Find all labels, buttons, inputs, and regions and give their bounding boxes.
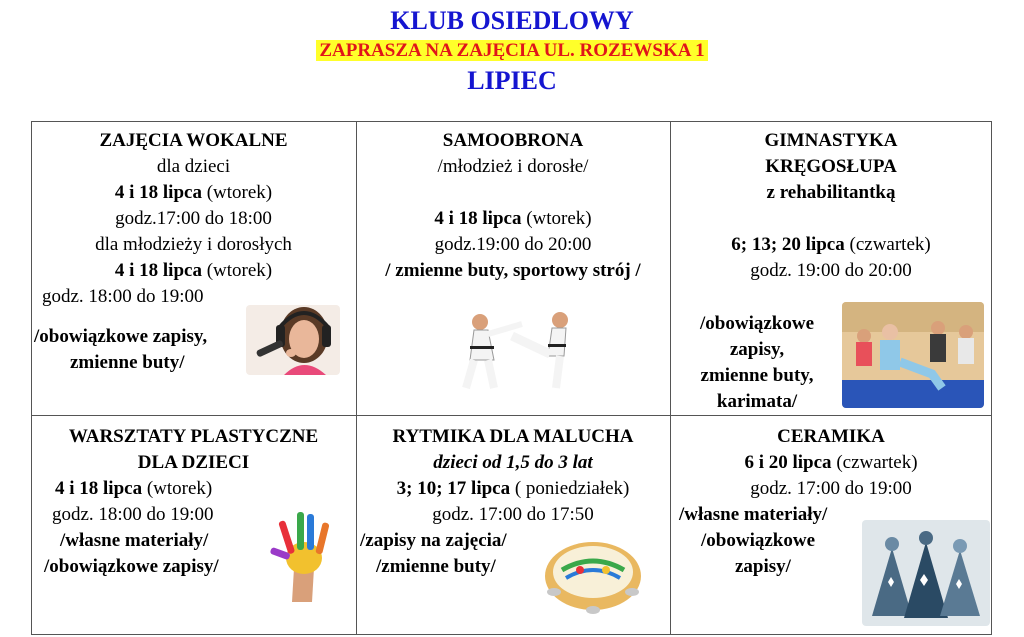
ceramics-title: CERAMIKA xyxy=(777,426,885,447)
art-note-1: /własne materiały/ xyxy=(60,530,209,551)
ceramics-photo xyxy=(862,520,990,626)
karate-photo xyxy=(452,300,582,392)
vocal-date-kids xyxy=(32,180,355,206)
subtitle-text: ZAPRASZA NA ZAJĘCIA UL. ROZEWSKA 1 xyxy=(316,40,707,61)
month-title: LIPIEC xyxy=(467,66,557,95)
art-day: (wtorek) xyxy=(142,478,213,499)
spine-note-4: karimata/ xyxy=(716,391,798,412)
row-divider xyxy=(32,415,991,416)
selfdefense-title: SAMOOBRONA xyxy=(442,130,584,151)
art-note-2: /obowiązkowe zapisy/ xyxy=(44,556,219,577)
vocal-title: ZAJĘCIA WOKALNE xyxy=(99,130,288,151)
art-date-bold: 4 i 18 lipca xyxy=(55,478,143,499)
selfdefense-note: / zmienne buty, sportowy strój / xyxy=(385,260,641,281)
singer-photo xyxy=(246,305,340,375)
selfdefense-date-bold: 4 i 18 lipca xyxy=(434,208,522,229)
vocal-date-adults-bold: 4 i 18 lipca xyxy=(114,260,202,281)
ceramics-date-bold: 6 i 20 lipca xyxy=(744,452,832,473)
rhythm-date-bold: 3; 10; 17 lipca xyxy=(396,478,511,499)
spine-note-1: /obowiązkowe xyxy=(700,313,814,334)
vocal-date-adults xyxy=(32,258,355,284)
rhythm-note-2: /zmienne buty/ xyxy=(376,556,496,577)
rhythm-date xyxy=(356,476,670,502)
art-date xyxy=(32,476,355,502)
gymnastics-photo xyxy=(842,302,984,408)
page-title: KLUB OSIEDLOWY xyxy=(390,6,634,35)
spine-notes xyxy=(672,311,842,415)
page-subtitle xyxy=(0,40,1024,63)
spine-time: godz. 19:00 do 20:00 xyxy=(750,260,912,281)
rhythm-note-1: /zapisy na zajęcia/ xyxy=(360,530,507,551)
vocal-audience-adults: dla młodzieży i dorosłych xyxy=(95,234,292,255)
spine-date-bold: 6; 13; 20 lipca xyxy=(731,234,845,255)
spine-title-2: KRĘGOSŁUPA xyxy=(765,156,897,177)
art-title-2: DLA DZIECI xyxy=(137,452,250,473)
painted-hand-photo xyxy=(266,506,340,604)
rhythm-audience: dzieci od 1,5 do 3 lat xyxy=(433,452,593,473)
spine-subtitle: z rehabilitantką xyxy=(766,182,896,203)
cell-self-defense xyxy=(356,128,670,284)
vocal-date-kids-bold: 4 i 18 lipca xyxy=(114,182,202,203)
ceramics-note-1: /własne materiały/ xyxy=(679,504,828,525)
selfdefense-audience: /młodzież i dorosłe/ xyxy=(437,156,589,177)
vocal-time-adults: godz. 18:00 do 19:00 xyxy=(42,286,204,307)
spine-title-1: GIMNASTYKA xyxy=(764,130,898,151)
spine-date xyxy=(671,232,991,258)
ceramics-time: godz. 17:00 do 19:00 xyxy=(750,478,912,499)
ceramics-date xyxy=(671,450,991,476)
spine-day: (czwartek) xyxy=(844,234,931,255)
art-time: godz. 18:00 do 19:00 xyxy=(52,504,214,525)
art-title-1: WARSZTATY PLASTYCZNE xyxy=(68,426,319,447)
vocal-day-kids: (wtorek) xyxy=(201,182,273,203)
vocal-note-1: /obowiązkowe zapisy, xyxy=(34,326,208,347)
selfdefense-date xyxy=(356,206,670,232)
vocal-time-kids: godz.17:00 do 18:00 xyxy=(115,208,272,229)
vocal-audience-kids: dla dzieci xyxy=(156,156,231,177)
tambourine-photo xyxy=(540,530,646,618)
cell-spine-gymnastics xyxy=(671,128,991,284)
rhythm-day: ( poniedziałek) xyxy=(510,478,630,499)
ceramics-day: (czwartek) xyxy=(831,452,918,473)
spine-note-3: zmienne buty, xyxy=(700,365,814,386)
ceramics-note-3: zapisy/ xyxy=(735,556,791,577)
vocal-note-2: zmienne buty/ xyxy=(70,352,185,373)
selfdefense-time: godz.19:00 do 20:00 xyxy=(434,234,592,255)
ceramics-note-2: /obowiązkowe xyxy=(701,530,815,551)
vocal-day-adults: (wtorek) xyxy=(201,260,273,281)
rhythm-title: RYTMIKA DLA MALUCHA xyxy=(392,426,634,447)
rhythm-time: godz. 17:00 do 17:50 xyxy=(432,504,594,525)
selfdefense-day: (wtorek) xyxy=(521,208,592,229)
spine-note-2: zapisy, xyxy=(729,339,785,360)
